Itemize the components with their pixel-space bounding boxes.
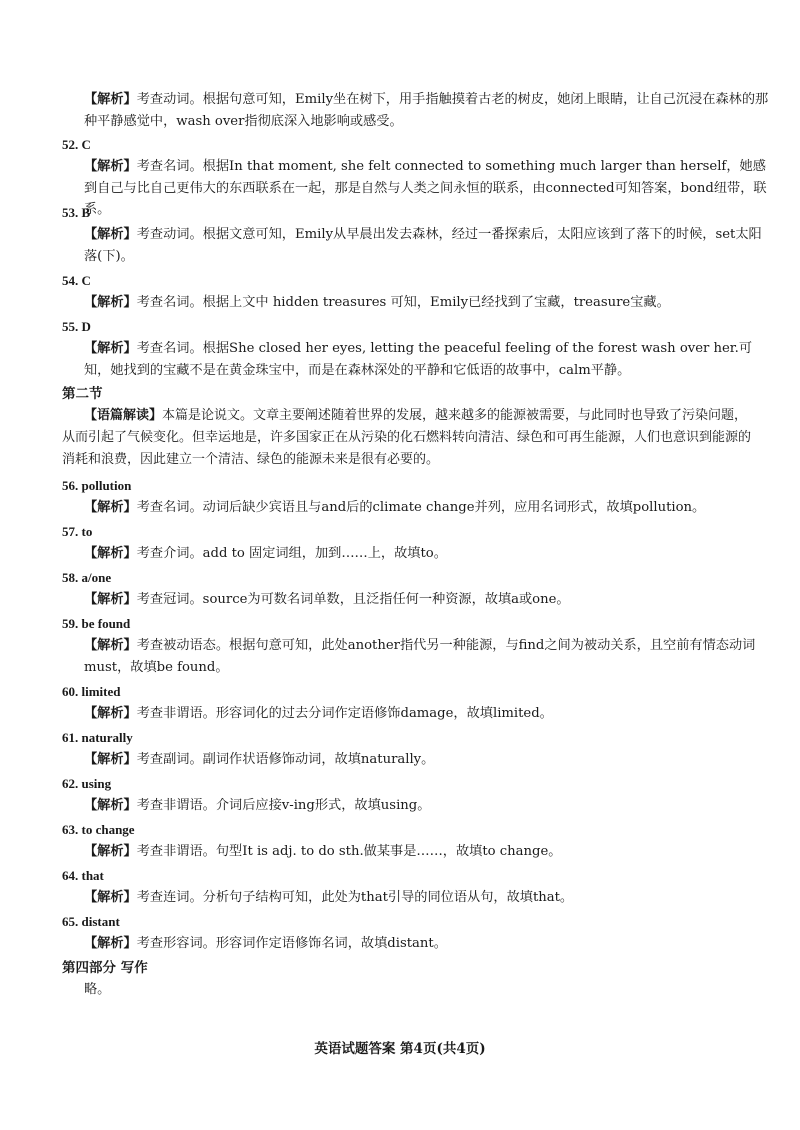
answer-62: 62. using bbox=[62, 776, 112, 791]
explanation-52: 【解析】考查名词。根据In that moment, she felt connected to something much larger than herself，她感到自己与比自己更伟大的东西联系在一起，那是自然与人类之间永恒的联系，由connected可知答案，bond纽带，联系。 bbox=[84, 159, 767, 217]
answer-61: 61. naturally bbox=[62, 730, 133, 745]
passage-summary: 【语篇解读】本篇是论说文。文章主要阐述随着世界的发展，越来越多的能源被需要，与此同时也导致了污染问题，从而引起了气候变化。但幸运地是，许多国家正在从污染的化石燃料转向清洁、绿色和可再生能源，人们也意识到能源的消耗和浪费，因此建立一个清洁、绿色的能源未来是很有必要的。 bbox=[62, 408, 752, 467]
writing-omitted: 略。 bbox=[84, 982, 111, 997]
explanation-61: 【解析】考查副词。副词作状语修饰动词，故填naturally。 bbox=[84, 752, 435, 767]
answer-65: 65. distant bbox=[62, 914, 120, 929]
answer-63: 63. to change bbox=[62, 822, 135, 837]
explanation-62: 【解析】考查非谓语。介词后应接v-ing形式，故填using。 bbox=[84, 798, 431, 813]
answer-53: 53. B bbox=[62, 205, 91, 220]
answer-58: 58. a/one bbox=[62, 570, 112, 585]
answer-56: 56. pollution bbox=[62, 478, 132, 493]
answer-59: 59. be found bbox=[62, 616, 131, 631]
answer-60: 60. limited bbox=[62, 684, 121, 699]
explanation-57: 【解析】考查介词。add to 固定词组，加到……上，故填to。 bbox=[84, 546, 447, 561]
explanation-65: 【解析】考查形容词。形容词作定语修饰名词，故填distant。 bbox=[84, 936, 447, 951]
answer-54: 54. C bbox=[62, 273, 91, 288]
answer-55: 55. D bbox=[62, 319, 91, 334]
answer-64: 64. that bbox=[62, 868, 104, 883]
explanation-58: 【解析】考查冠词。source为可数名词单数，且泛指任何一种资源，故填a或one。 bbox=[84, 592, 570, 607]
explanation-60: 【解析】考查非谓语。形容词化的过去分词作定语修饰damage，故填limited。 bbox=[84, 706, 553, 721]
page-footer: 英语试题答案 第4页(共4页) bbox=[314, 1041, 486, 1057]
answer-57: 57. to bbox=[62, 524, 93, 539]
explanation-64: 【解析】考查连词。分析句子结构可知，此处为that引导的同位语从句，故填that。 bbox=[84, 890, 574, 905]
explanation-63: 【解析】考查非谓语。句型It is adj. to do sth.做某事是……，故填to change。 bbox=[84, 844, 562, 859]
explanation-55: 【解析】考查名词。根据She closed her eyes, letting the peaceful feeling of the forest wash over her.可知，她找到的宝藏不是在黄金珠宝中，而是在森林深处的平静和它低语的故事中，calm平静。 bbox=[84, 341, 753, 378]
explanation-53: 【解析】考查动词。根据文意可知，Emily从早晨出发去森林，经过一番探索后，太阳应该到了落下的时候，set太阳落(下)。 bbox=[84, 227, 762, 264]
section-heading-2: 第二节 bbox=[62, 386, 103, 402]
explanation-59: 【解析】考查被动语态。根据句意可知，此处another指代另一种能源，与find之间为被动关系，且空前有情态动词must，故填be found。 bbox=[84, 638, 756, 675]
section-heading-4: 第四部分 写作 bbox=[62, 960, 148, 976]
explanation-54: 【解析】考查名词。根据上文中 hidden treasures 可知，Emily已经找到了宝藏，treasure宝藏。 bbox=[84, 295, 670, 310]
answer-52: 52. C bbox=[62, 137, 91, 152]
explanation-51: 【解析】考查动词。根据句意可知，Emily坐在树下，用手指触摸着古老的树皮，她闭上眼睛，让自己沉浸在森林的那种平静感觉中，wash over指彻底深入地影响或感受。 bbox=[84, 92, 769, 129]
explanation-56: 【解析】考查名词。动词后缺少宾语且与and后的climate change并列，应用名词形式，故填pollution。 bbox=[84, 500, 706, 515]
